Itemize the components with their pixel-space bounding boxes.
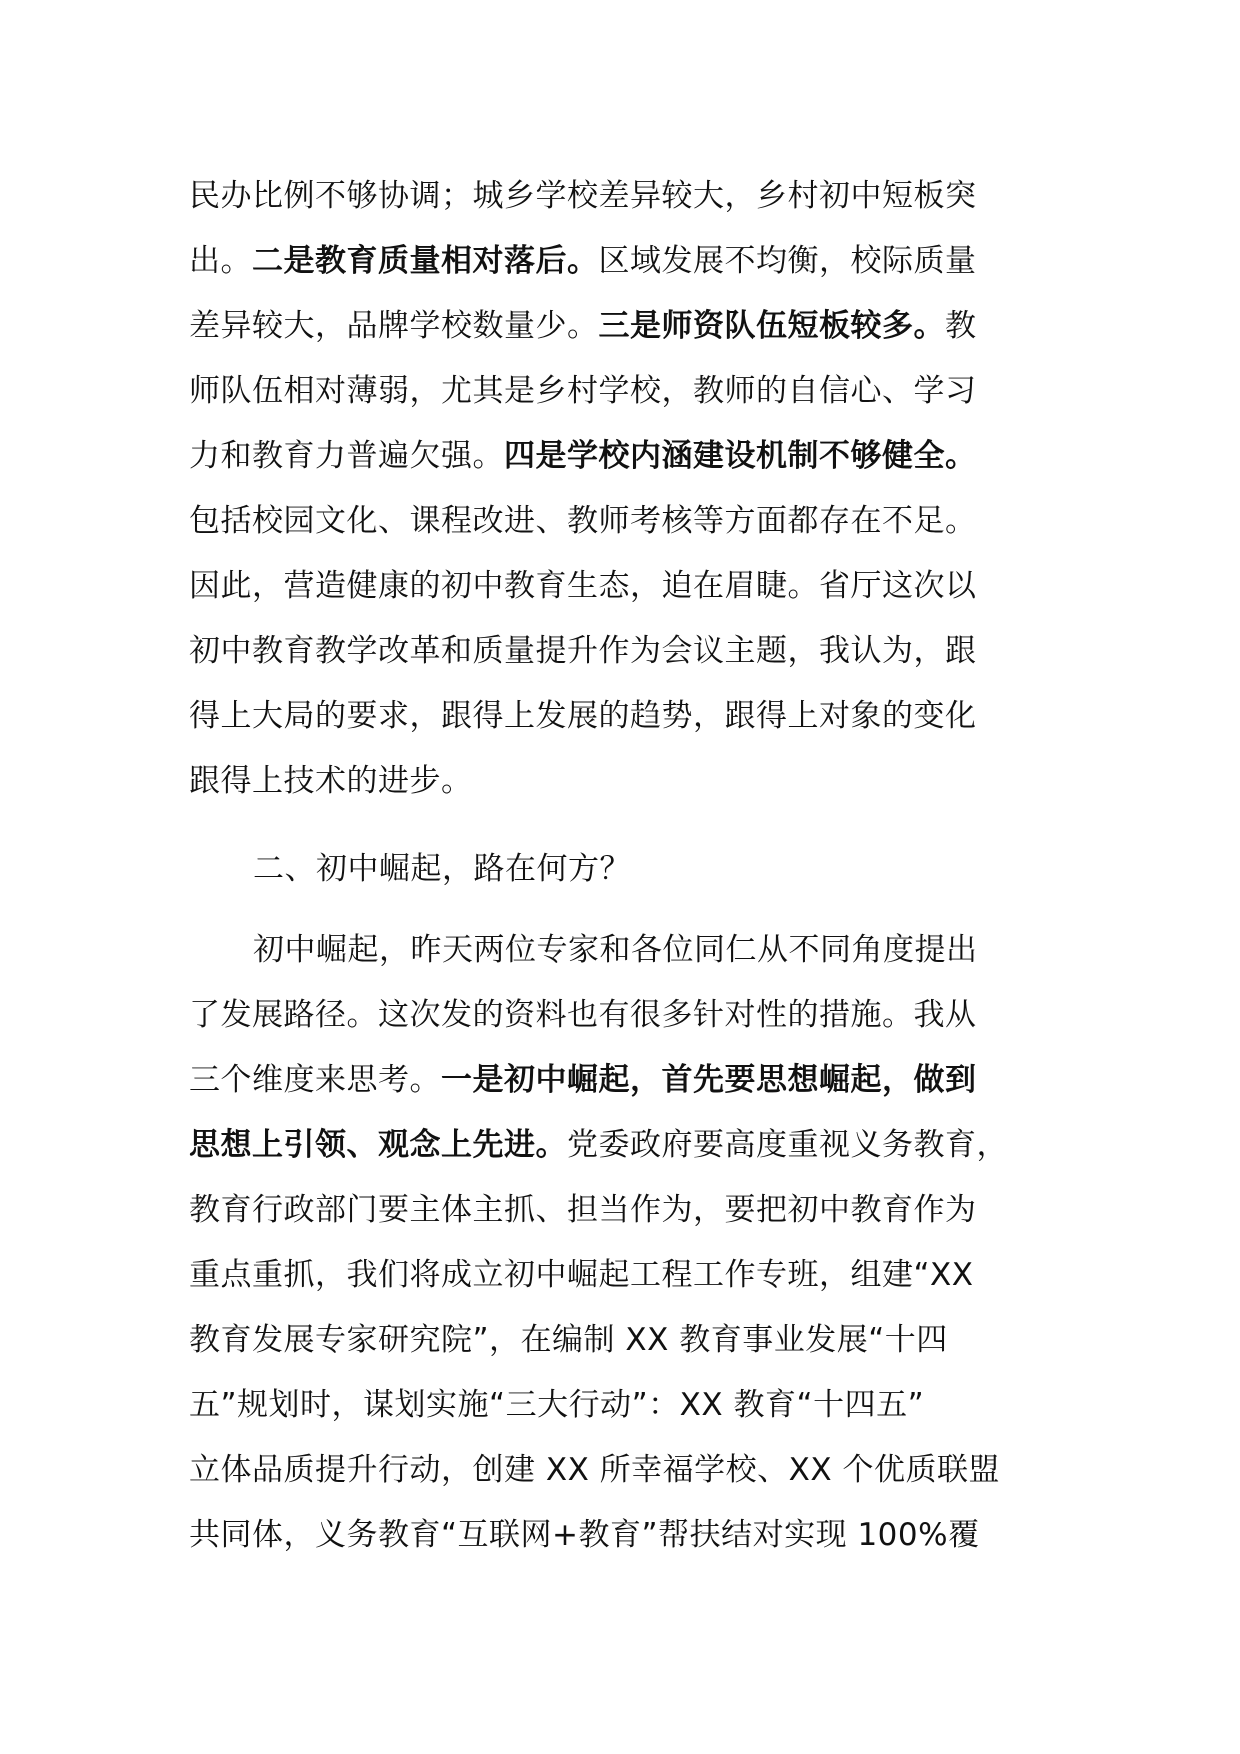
text-line: 初中教育教学改革和质量提升作为会议主题，我认为，跟 [189, 633, 977, 669]
emphasis-text: 一是初中崛起，首先要思想崛起，做到 [441, 1062, 977, 1098]
text-line: 教育发展专家研究院”，在编制 XX 教育事业发展“十四 [189, 1322, 948, 1358]
text-line: 重点重抓，我们将成立初中崛起工程工作专班，组建“XX [189, 1257, 974, 1293]
text-line: 思想上引领、观念上先进。党委政府要高度重视义务教育， [189, 1127, 1008, 1163]
emphasis-text: 四是学校内涵建设机制不够健全。 [504, 438, 977, 474]
emphasis-text: 思想上引领、观念上先进。 [189, 1127, 567, 1163]
text-line: 五”规划时，谋划实施“三大行动”：XX 教育“十四五” [189, 1387, 925, 1423]
section-heading [189, 837, 1089, 902]
text-line: 包括校园文化、课程改进、教师考核等方面都存在不足。 [189, 503, 977, 539]
paragraph [189, 918, 1089, 1568]
text-line: 得上大局的要求，跟得上发展的趋势，跟得上对象的变化 [189, 698, 977, 734]
text-line: 因此，营造健康的初中教育生态，迫在眉睫。省厅这次以 [189, 568, 977, 604]
text-line: 三个维度来思考。一是初中崛起，首先要思想崛起，做到 [189, 1062, 977, 1098]
text-line: 差异较大，品牌学校数量少。三是师资队伍短板较多。教 [189, 308, 977, 344]
text-line: 跟得上技术的进步。 [189, 763, 473, 799]
text-line: 初中崛起，昨天两位专家和各位同仁从不同角度提出 [253, 932, 978, 968]
emphasis-text: 二是教育质量相对落后。 [252, 243, 599, 279]
heading-text: 二、初中崛起，路在何方？ [253, 851, 631, 887]
text-line: 力和教育力普遍欠强。四是学校内涵建设机制不够健全。 [189, 438, 977, 474]
text-line: 教育行政部门要主体主抓、担当作为，要把初中教育作为 [189, 1192, 977, 1228]
text-line: 了发展路径。这次发的资料也有很多针对性的措施。我从 [189, 997, 977, 1033]
text-line: 出。二是教育质量相对落后。区域发展不均衡，校际质量 [189, 243, 977, 279]
text-line: 共同体，义务教育“互联网+教育”帮扶结对实现 100%覆 [189, 1517, 980, 1553]
text-line: 民办比例不够协调；城乡学校差异较大，乡村初中短板突 [189, 178, 977, 214]
text-line: 立体品质提升行动，创建 XX 所幸福学校、XX 个优质联盟 [189, 1452, 1001, 1488]
paragraph-continued [189, 164, 1089, 814]
emphasis-text: 三是师资队伍短板较多。 [598, 308, 945, 344]
text-line: 师队伍相对薄弱，尤其是乡村学校，教师的自信心、学习 [189, 373, 977, 409]
